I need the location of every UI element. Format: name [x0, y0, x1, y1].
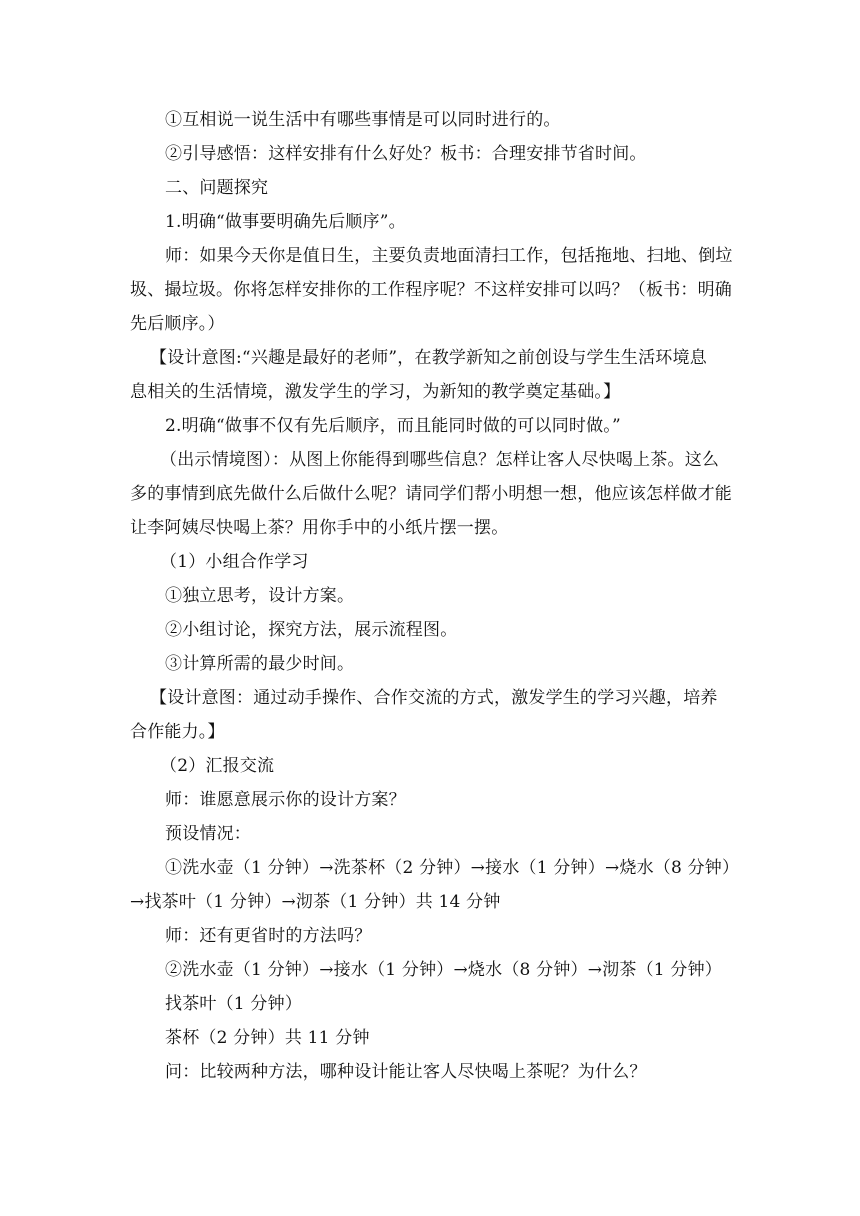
design-intent-note: 【设计意图：通过动手操作、合作交流的方式，激发学生的学习兴趣，培养 — [150, 688, 718, 708]
text-line: ②洗水壶（1 分钟）→接水（1 分钟）→烧水（8 分钟）→沏茶（1 分钟） — [165, 960, 723, 980]
design-intent-note: 【设计意图:“兴趣是最好的老师”，在教学新知之前创设与学生生活环境息 — [150, 348, 707, 368]
text-line: 预设情况： — [165, 824, 251, 844]
text-line: 让李阿姨尽快喝上茶？用你手中的小纸片摆一摆。 — [130, 518, 509, 538]
text-line: 找茶叶（1 分钟） — [165, 994, 303, 1014]
section-heading: 二、问题探究 — [165, 178, 269, 198]
design-intent-note: 合作能力。】 — [130, 722, 225, 742]
text-line: ③计算所需的最少时间。 — [165, 654, 355, 674]
text-line: 师：还有更省时的方法吗？ — [165, 926, 372, 946]
design-intent-note: 息相关的生活情境，激发学生的学习，为新知的教学奠定基础。】 — [130, 382, 621, 402]
text-line: ①洗水壶（1 分钟）→洗茶杯（2 分钟）→接水（1 分钟）→烧水（8 分钟） — [165, 858, 740, 878]
text-line: →找茶叶（1 分钟）→沏茶（1 分钟）共 14 分钟 — [130, 892, 501, 912]
text-line: 师：如果今天你是值日生，主要负责地面清扫工作，包括拖地、扫地、倒垃 — [165, 246, 733, 266]
text-line: ②引导感悟：这样安排有什么好处？板书：合理安排节省时间。 — [165, 144, 647, 164]
text-line: （1）小组合作学习 — [160, 552, 309, 572]
text-line: 问：比较两种方法，哪种设计能让客人尽快喝上茶呢？为什么？ — [165, 1062, 647, 1082]
text-line: 师：谁愿意展示你的设计方案？ — [165, 790, 406, 810]
text-line: 多的事情到底先做什么后做什么呢？请同学们帮小明想一想，他应该怎样做才能 — [130, 484, 732, 504]
text-line: ①独立思考，设计方案。 — [165, 586, 355, 606]
text-line: 圾、撮垃圾。你将怎样安排你的工作程序呢？不这样安排可以吗？（板书：明确 — [130, 280, 732, 300]
text-line: （出示情境图）：从图上你能得到哪些信息？怎样让客人尽快喝上茶。这么 — [160, 450, 720, 470]
subsection-heading: 2.明确“做事不仅有先后顺序，而且能同时做的可以同时做。” — [165, 416, 621, 436]
text-line: ①互相说一说生活中有哪些事情是可以同时进行的。 — [165, 110, 561, 130]
subsection-heading: 1.明确“做事要明确先后顺序”。 — [165, 212, 406, 232]
text-line: 先后顺序。） — [130, 314, 225, 334]
text-line: ②小组讨论，探究方法，展示流程图。 — [165, 620, 458, 640]
text-line: （2）汇报交流 — [160, 756, 275, 776]
text-line: 茶杯（2 分钟）共 11 分钟 — [165, 1028, 370, 1048]
